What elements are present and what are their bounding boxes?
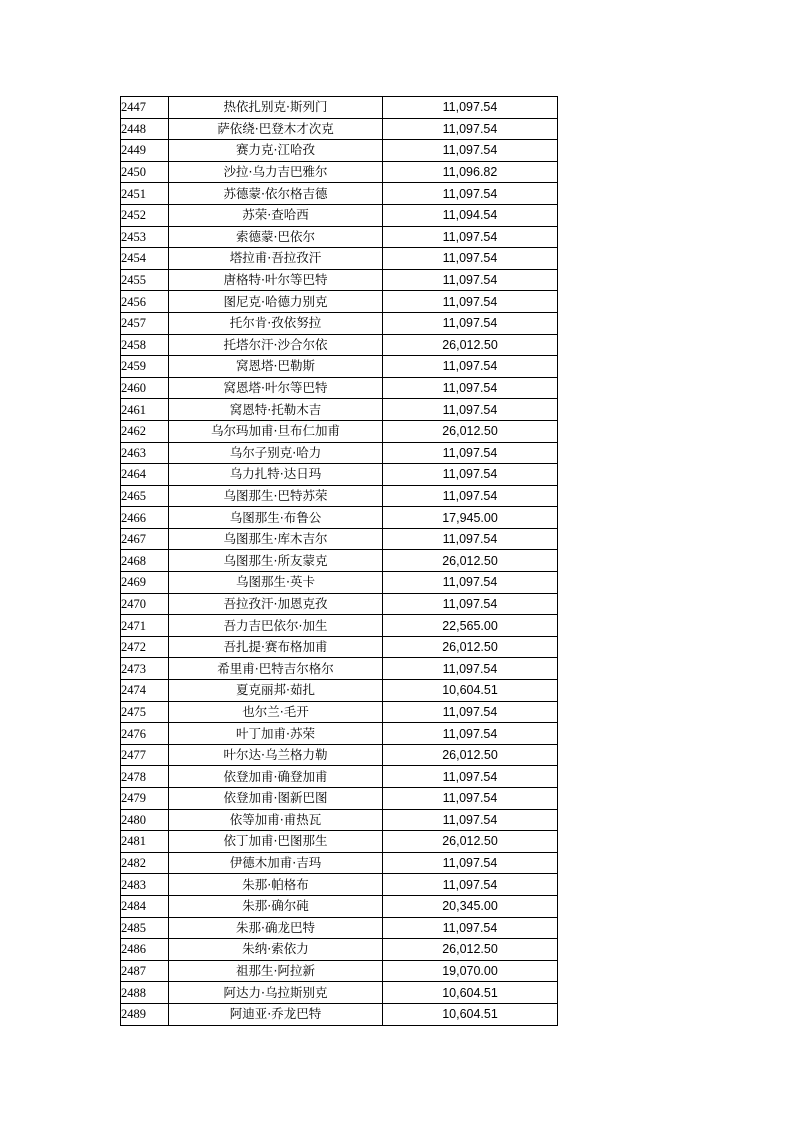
name-cell: 窝恩特·托勒木吉 bbox=[169, 399, 383, 421]
name-cell: 希里甫·巴特吉尔格尔 bbox=[169, 658, 383, 680]
name-cell: 乌图那生·布鲁公 bbox=[169, 507, 383, 529]
table-row bbox=[121, 204, 558, 226]
table-row bbox=[121, 572, 558, 594]
name-cell: 依丁加甫·巴图那生 bbox=[169, 831, 383, 853]
row-number-cell: 2465 bbox=[121, 485, 169, 507]
name-cell: 苏荣·查哈西 bbox=[169, 204, 383, 226]
amount-cell: 11,097.54 bbox=[383, 291, 558, 313]
amount-cell: 26,012.50 bbox=[383, 744, 558, 766]
table-row bbox=[121, 312, 558, 334]
amount-cell: 20,345.00 bbox=[383, 895, 558, 917]
amount-cell: 11,097.54 bbox=[383, 485, 558, 507]
row-number-cell: 2489 bbox=[121, 1003, 169, 1025]
row-number-cell: 2456 bbox=[121, 291, 169, 313]
row-number-cell: 2473 bbox=[121, 658, 169, 680]
name-cell: 萨依绕·巴登木才次克 bbox=[169, 118, 383, 140]
amount-cell: 11,097.54 bbox=[383, 269, 558, 291]
name-cell: 吾力吉巴依尔·加生 bbox=[169, 615, 383, 637]
table-row bbox=[121, 895, 558, 917]
amount-cell: 11,097.54 bbox=[383, 183, 558, 205]
name-cell: 托尔肯·孜依努拉 bbox=[169, 312, 383, 334]
amount-cell: 11,097.54 bbox=[383, 874, 558, 896]
table-row bbox=[121, 464, 558, 486]
amount-cell: 26,012.50 bbox=[383, 420, 558, 442]
row-number-cell: 2450 bbox=[121, 161, 169, 183]
table-row bbox=[121, 442, 558, 464]
table-row bbox=[121, 917, 558, 939]
amount-cell: 11,097.54 bbox=[383, 248, 558, 270]
row-number-cell: 2484 bbox=[121, 895, 169, 917]
row-number-cell: 2459 bbox=[121, 356, 169, 378]
row-number-cell: 2478 bbox=[121, 766, 169, 788]
name-cell: 窝恩塔·巴勒斯 bbox=[169, 356, 383, 378]
name-cell: 朱纳·索依力 bbox=[169, 939, 383, 961]
row-number-cell: 2461 bbox=[121, 399, 169, 421]
amount-cell: 11,097.54 bbox=[383, 356, 558, 378]
name-cell: 托塔尔汗·沙合尔依 bbox=[169, 334, 383, 356]
table-row bbox=[121, 334, 558, 356]
name-cell: 夏克丽邦·茹扎 bbox=[169, 680, 383, 702]
row-number-cell: 2482 bbox=[121, 852, 169, 874]
row-number-cell: 2477 bbox=[121, 744, 169, 766]
row-number-cell: 2451 bbox=[121, 183, 169, 205]
name-cell: 朱那·帕格布 bbox=[169, 874, 383, 896]
amount-cell: 26,012.50 bbox=[383, 831, 558, 853]
payment-table bbox=[120, 96, 558, 1026]
name-cell: 唐格特·叶尔等巴特 bbox=[169, 269, 383, 291]
amount-cell: 19,070.00 bbox=[383, 960, 558, 982]
amount-cell: 11,097.54 bbox=[383, 312, 558, 334]
amount-cell: 11,097.54 bbox=[383, 140, 558, 162]
amount-cell: 10,604.51 bbox=[383, 680, 558, 702]
name-cell: 叶尔达·乌兰格力勒 bbox=[169, 744, 383, 766]
name-cell: 窝恩塔·叶尔等巴特 bbox=[169, 377, 383, 399]
row-number-cell: 2463 bbox=[121, 442, 169, 464]
row-number-cell: 2475 bbox=[121, 701, 169, 723]
row-number-cell: 2468 bbox=[121, 550, 169, 572]
row-number-cell: 2476 bbox=[121, 723, 169, 745]
amount-cell: 11,097.54 bbox=[383, 442, 558, 464]
name-cell: 沙拉·乌力吉巴雅尔 bbox=[169, 161, 383, 183]
row-number-cell: 2481 bbox=[121, 831, 169, 853]
table-row bbox=[121, 226, 558, 248]
table-row bbox=[121, 809, 558, 831]
name-cell: 朱那·确龙巴特 bbox=[169, 917, 383, 939]
name-cell: 依登加甫·确登加甫 bbox=[169, 766, 383, 788]
name-cell: 依等加甫·甫热瓦 bbox=[169, 809, 383, 831]
table-row bbox=[121, 399, 558, 421]
name-cell: 乌图那生·库木吉尔 bbox=[169, 528, 383, 550]
row-number-cell: 2487 bbox=[121, 960, 169, 982]
name-cell: 祖那生·阿拉新 bbox=[169, 960, 383, 982]
table-row bbox=[121, 701, 558, 723]
name-cell: 吾拉孜汗·加恩克孜 bbox=[169, 593, 383, 615]
amount-cell: 11,097.54 bbox=[383, 464, 558, 486]
name-cell: 热依扎别克·斯列门 bbox=[169, 97, 383, 119]
table-row bbox=[121, 982, 558, 1004]
table-row bbox=[121, 593, 558, 615]
table-row bbox=[121, 788, 558, 810]
table-row bbox=[121, 550, 558, 572]
row-number-cell: 2462 bbox=[121, 420, 169, 442]
name-cell: 乌图那生·英卡 bbox=[169, 572, 383, 594]
name-cell: 乌图那生·巴特苏荣 bbox=[169, 485, 383, 507]
name-cell: 索德蒙·巴依尔 bbox=[169, 226, 383, 248]
table-row bbox=[121, 269, 558, 291]
name-cell: 乌尔子别克·哈力 bbox=[169, 442, 383, 464]
amount-cell: 11,097.54 bbox=[383, 766, 558, 788]
table-row bbox=[121, 356, 558, 378]
amount-cell: 11,097.54 bbox=[383, 593, 558, 615]
amount-cell: 22,565.00 bbox=[383, 615, 558, 637]
name-cell: 叶丁加甫·苏荣 bbox=[169, 723, 383, 745]
row-number-cell: 2488 bbox=[121, 982, 169, 1004]
row-number-cell: 2457 bbox=[121, 312, 169, 334]
row-number-cell: 2447 bbox=[121, 97, 169, 119]
row-number-cell: 2453 bbox=[121, 226, 169, 248]
table-row bbox=[121, 161, 558, 183]
name-cell: 乌图那生·所友蒙克 bbox=[169, 550, 383, 572]
amount-cell: 11,097.54 bbox=[383, 399, 558, 421]
table-row bbox=[121, 507, 558, 529]
table-row bbox=[121, 680, 558, 702]
table-row bbox=[121, 528, 558, 550]
amount-cell: 11,097.54 bbox=[383, 528, 558, 550]
amount-cell: 11,097.54 bbox=[383, 723, 558, 745]
amount-cell: 26,012.50 bbox=[383, 334, 558, 356]
table-row bbox=[121, 248, 558, 270]
amount-cell: 11,097.54 bbox=[383, 809, 558, 831]
row-number-cell: 2486 bbox=[121, 939, 169, 961]
amount-cell: 11,097.54 bbox=[383, 377, 558, 399]
name-cell: 阿迪亚·乔龙巴特 bbox=[169, 1003, 383, 1025]
table-row bbox=[121, 960, 558, 982]
row-number-cell: 2474 bbox=[121, 680, 169, 702]
table-row bbox=[121, 291, 558, 313]
table-row bbox=[121, 118, 558, 140]
row-number-cell: 2472 bbox=[121, 636, 169, 658]
row-number-cell: 2452 bbox=[121, 204, 169, 226]
name-cell: 依登加甫·图新巴图 bbox=[169, 788, 383, 810]
amount-cell: 26,012.50 bbox=[383, 939, 558, 961]
table-row bbox=[121, 874, 558, 896]
amount-cell: 11,094.54 bbox=[383, 204, 558, 226]
row-number-cell: 2469 bbox=[121, 572, 169, 594]
table-row bbox=[121, 723, 558, 745]
row-number-cell: 2449 bbox=[121, 140, 169, 162]
table-row bbox=[121, 377, 558, 399]
table-row bbox=[121, 420, 558, 442]
row-number-cell: 2458 bbox=[121, 334, 169, 356]
name-cell: 伊德木加甫·吉玛 bbox=[169, 852, 383, 874]
amount-cell: 11,097.54 bbox=[383, 658, 558, 680]
row-number-cell: 2485 bbox=[121, 917, 169, 939]
row-number-cell: 2466 bbox=[121, 507, 169, 529]
name-cell: 吾扎提·赛布格加甫 bbox=[169, 636, 383, 658]
name-cell: 也尔兰·毛开 bbox=[169, 701, 383, 723]
name-cell: 朱那·确尔砘 bbox=[169, 895, 383, 917]
row-number-cell: 2480 bbox=[121, 809, 169, 831]
amount-cell: 11,096.82 bbox=[383, 161, 558, 183]
row-number-cell: 2479 bbox=[121, 788, 169, 810]
row-number-cell: 2467 bbox=[121, 528, 169, 550]
row-number-cell: 2471 bbox=[121, 615, 169, 637]
table-row bbox=[121, 744, 558, 766]
row-number-cell: 2464 bbox=[121, 464, 169, 486]
row-number-cell: 2483 bbox=[121, 874, 169, 896]
table-row bbox=[121, 766, 558, 788]
name-cell: 赛力克·江哈孜 bbox=[169, 140, 383, 162]
amount-cell: 10,604.51 bbox=[383, 982, 558, 1004]
row-number-cell: 2455 bbox=[121, 269, 169, 291]
amount-cell: 11,097.54 bbox=[383, 97, 558, 119]
amount-cell: 11,097.54 bbox=[383, 852, 558, 874]
amount-cell: 11,097.54 bbox=[383, 118, 558, 140]
name-cell: 乌力扎特·达日玛 bbox=[169, 464, 383, 486]
name-cell: 图尼克·哈德力别克 bbox=[169, 291, 383, 313]
row-number-cell: 2470 bbox=[121, 593, 169, 615]
table-row bbox=[121, 97, 558, 119]
table-row bbox=[121, 852, 558, 874]
table-row bbox=[121, 183, 558, 205]
table-row bbox=[121, 831, 558, 853]
amount-cell: 11,097.54 bbox=[383, 701, 558, 723]
amount-cell: 11,097.54 bbox=[383, 226, 558, 248]
table-body bbox=[121, 97, 558, 1026]
table-row bbox=[121, 939, 558, 961]
name-cell: 乌尔玛加甫·旦布仁加甫 bbox=[169, 420, 383, 442]
name-cell: 阿达力·乌拉斯别克 bbox=[169, 982, 383, 1004]
amount-cell: 26,012.50 bbox=[383, 550, 558, 572]
table-row bbox=[121, 140, 558, 162]
row-number-cell: 2448 bbox=[121, 118, 169, 140]
row-number-cell: 2460 bbox=[121, 377, 169, 399]
row-number-cell: 2454 bbox=[121, 248, 169, 270]
name-cell: 苏德蒙·依尔格吉德 bbox=[169, 183, 383, 205]
table-row bbox=[121, 658, 558, 680]
amount-cell: 11,097.54 bbox=[383, 572, 558, 594]
amount-cell: 26,012.50 bbox=[383, 636, 558, 658]
table-row bbox=[121, 485, 558, 507]
table-row bbox=[121, 1003, 558, 1025]
amount-cell: 11,097.54 bbox=[383, 788, 558, 810]
amount-cell: 10,604.51 bbox=[383, 1003, 558, 1025]
table-row bbox=[121, 636, 558, 658]
name-cell: 塔拉甫·吾拉孜汗 bbox=[169, 248, 383, 270]
amount-cell: 17,945.00 bbox=[383, 507, 558, 529]
amount-cell: 11,097.54 bbox=[383, 917, 558, 939]
table-row bbox=[121, 615, 558, 637]
